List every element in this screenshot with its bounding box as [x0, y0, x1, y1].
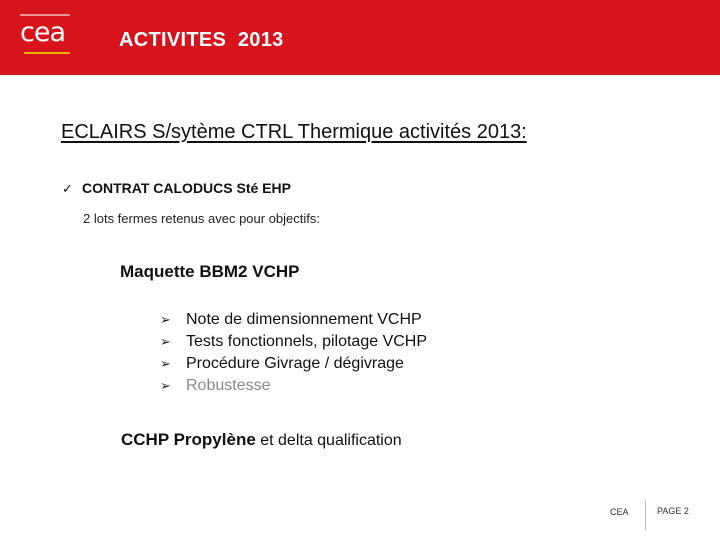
checkmark-icon: ✓ — [62, 182, 73, 197]
slide-header-title: ACTIVITES 2013 — [119, 29, 284, 51]
list-item-text: Robustesse — [186, 377, 271, 394]
list-item — [160, 309, 427, 331]
section-title: ECLAIRS S/sytème CTRL Thermique activités 2013: — [61, 121, 527, 143]
list-item — [160, 375, 427, 397]
list-item-text: Tests fonctionnels, pilotage VCHP — [186, 333, 428, 350]
header-banner — [0, 0, 720, 75]
objectives-intro: 2 lots fermes retenus avec pour objectifs: — [83, 211, 321, 226]
list-item — [160, 331, 427, 353]
maquette-title: Maquette BBM2 VCHP — [120, 262, 300, 281]
check-item-label: CONTRAT CALODUCS Sté EHP — [82, 180, 291, 196]
arrow-bullet-icon: ➢ — [160, 313, 171, 328]
list-item-text: Procédure Givrage / dégivrage — [186, 355, 404, 372]
arrow-bullet-icon: ➢ — [160, 357, 171, 372]
cchp-bold-text: CCHP Propylène — [121, 430, 256, 449]
check-item — [62, 180, 291, 197]
objectives-list — [160, 309, 427, 397]
list-item-text: Note de dimensionnement VCHP — [186, 311, 422, 328]
footer-divider — [645, 500, 646, 530]
cchp-rest-text: et delta qualification — [255, 432, 402, 449]
arrow-bullet-icon: ➢ — [160, 379, 171, 394]
page-number: PAGE 2 — [657, 506, 689, 516]
list-item — [160, 353, 427, 375]
footer-org: CEA — [610, 507, 629, 517]
arrow-bullet-icon: ➢ — [160, 335, 171, 350]
cea-logo: cea — [20, 17, 66, 48]
cchp-line — [121, 430, 402, 450]
logo-underline — [24, 52, 70, 54]
